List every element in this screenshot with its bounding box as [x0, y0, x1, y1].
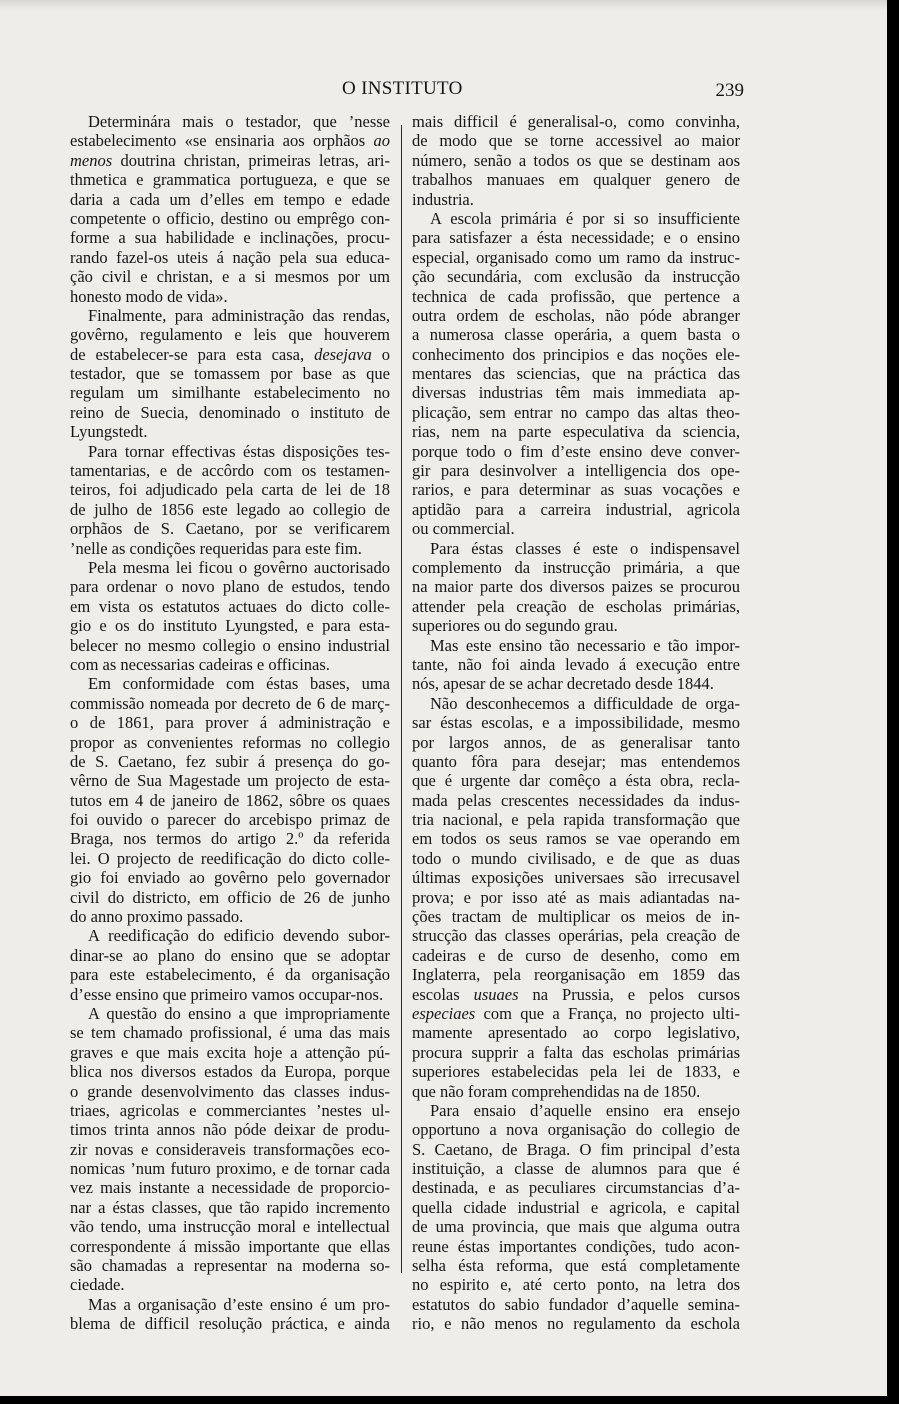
- text-run: conhecimento dos principios e das noções ele-: [412, 344, 740, 364]
- text-line: [70, 946, 390, 965]
- text-line: [412, 946, 740, 965]
- text-run: nomicas ’num futuro proximo, e de tornar cada: [70, 1159, 390, 1179]
- text-line: [412, 791, 740, 810]
- text-run: na maior parte dos diversos paizes se procurou: [412, 577, 740, 597]
- text-run: de S. Caetano, fez subir á presença do go-: [70, 751, 390, 771]
- text-line: [412, 151, 740, 170]
- text-line: [412, 985, 740, 1004]
- text-line: [412, 461, 740, 480]
- text-run: gir para desinvolver a intelligencia dos ope-: [412, 461, 740, 481]
- text-run: são chamadas a representar na moderna so-: [70, 1256, 390, 1276]
- text-run: em vista os estatutos actuaes do dicto colle-: [70, 596, 390, 616]
- text-line: [412, 325, 740, 344]
- text-line: [70, 1023, 390, 1042]
- text-run: diversas industrias têm mais immediata ap-: [412, 383, 740, 403]
- text-run: attender pela creação de escholas primárias,: [412, 596, 740, 616]
- text-line: [70, 694, 390, 713]
- text-run: rias, nem na parte especulativa da sciencia,: [412, 422, 740, 442]
- text-line: [70, 1314, 390, 1333]
- text-line: [70, 829, 390, 848]
- text-line: [412, 888, 740, 907]
- text-line: [412, 1120, 740, 1139]
- text-run: triaes, agricolas e commerciantes ’nestes ul-: [70, 1100, 390, 1120]
- text-line: [70, 364, 390, 383]
- text-run: timos trinta annos não póde deixar de produ-: [70, 1120, 390, 1140]
- text-line: [412, 480, 740, 499]
- italic-word: especiaes: [412, 1003, 476, 1023]
- text-line: [70, 519, 390, 538]
- text-run: selha ésta reforma, que está completamente: [412, 1256, 740, 1276]
- text-run: strucção das classes operárias, pela creação de: [412, 926, 740, 946]
- text-run: lei. O projecto de reedificação do dicto colle-: [70, 848, 390, 868]
- text-run: ciedade.: [70, 1275, 125, 1295]
- text-run: com que a França, no projecto ulti-: [475, 1003, 740, 1023]
- text-line: [412, 1217, 740, 1236]
- text-run: estatutos do sabio fundador d’aquelle semina-: [412, 1294, 740, 1314]
- text-run: mada pelas crescentes necessidades da indus-: [412, 790, 740, 810]
- text-run: rando fazel-os uteis á nação pela sua educa-: [70, 247, 390, 267]
- text-line: [70, 771, 390, 790]
- text-run: instituição, a classe de alumnos para que é: [412, 1159, 740, 1179]
- text-line: [412, 442, 740, 461]
- text-line: [70, 965, 390, 984]
- text-run: mais difficil é generalisal-o, como convinha,: [412, 112, 740, 131]
- running-header-title: O INSTITUTO: [342, 78, 463, 99]
- text-line: [412, 500, 740, 519]
- text-line: [70, 345, 390, 364]
- text-run: com as necessarias cadeiras e officinas.: [70, 654, 330, 674]
- scan-bottom-border: [0, 1396, 899, 1404]
- text-run: Determinára mais o testador, que ’nesse: [88, 112, 390, 131]
- text-line: [412, 170, 740, 189]
- text-line: [412, 1256, 740, 1275]
- text-run: complemento da instrucção primária, a que: [412, 557, 740, 577]
- text-line: [70, 151, 390, 170]
- text-line: [70, 403, 390, 422]
- text-line: [70, 228, 390, 247]
- text-run: blema de difficil resolução práctica, e ainda: [70, 1314, 390, 1334]
- text-run: todo o mundo civilisado, e de que as duas: [412, 848, 740, 868]
- italic-word: desejava: [314, 344, 372, 364]
- text-line: [412, 752, 740, 771]
- text-line: [412, 267, 740, 286]
- text-line: [412, 1314, 740, 1333]
- text-line: [412, 228, 740, 247]
- text-run: de julho de 1856 este legado ao collegio de: [70, 499, 390, 519]
- text-run: belecer no mesmo collegio o ensino industrial: [70, 635, 390, 655]
- text-line: [70, 422, 390, 441]
- text-line: [412, 248, 740, 267]
- text-line: [412, 926, 740, 945]
- text-line: [412, 1101, 740, 1120]
- text-line: [70, 267, 390, 286]
- text-run: por largos annos, de as generalisar tanto: [412, 732, 740, 752]
- text-line: [412, 1159, 740, 1178]
- text-line: [70, 849, 390, 868]
- text-run: rarios, e para determinar as suas vocações e: [412, 480, 740, 500]
- text-line: [70, 306, 390, 325]
- text-run: aptidão para a carreira industrial, agricola: [412, 499, 740, 519]
- text-run: zir novas e consideraveis transformações eco-: [70, 1139, 390, 1159]
- text-line: [70, 170, 390, 189]
- text-line: [412, 616, 740, 635]
- text-line: [412, 907, 740, 926]
- text-line: [70, 248, 390, 267]
- text-line: [412, 1295, 740, 1314]
- text-run: plicação, sem entrar no campo das altas theo-: [412, 402, 740, 422]
- text-line: [70, 810, 390, 829]
- text-run: de modo que se torne accessivel ao maior: [412, 131, 740, 151]
- text-run: honesto modo de vida».: [70, 286, 228, 306]
- text-line: [70, 1159, 390, 1178]
- text-line: [412, 577, 740, 596]
- text-run: ção secundária, com exclusão da instrucção: [412, 267, 740, 287]
- text-line: [70, 209, 390, 228]
- text-run: Mas este ensino tão necessario e tão impor-: [430, 635, 740, 655]
- text-line: [70, 558, 390, 577]
- left-text-column: [70, 112, 390, 1334]
- text-run: mamente apresentado ao corpo legislativo,: [412, 1023, 740, 1043]
- text-run: tria nacional, e pela rapida transformação que: [412, 810, 740, 830]
- text-line: [70, 577, 390, 596]
- text-run: opportuno a nova organisação do collegio de: [412, 1120, 740, 1140]
- text-run: rio, e não menos no regulamento da eschola: [412, 1314, 740, 1334]
- text-run: Braga, nos termos do artigo 2.º da referida: [70, 829, 390, 849]
- text-run: A escola primária é por si so insufficiente: [430, 208, 740, 228]
- text-line: [412, 636, 740, 655]
- text-line: [412, 965, 740, 984]
- text-line: [412, 1023, 740, 1042]
- text-line: [70, 907, 390, 926]
- text-line: [412, 539, 740, 558]
- text-line: [412, 209, 740, 228]
- text-line: [70, 112, 390, 131]
- text-line: [412, 383, 740, 402]
- text-run: Para éstas classes é este o indispensavel: [430, 538, 740, 558]
- text-line: [70, 616, 390, 635]
- text-line: [412, 558, 740, 577]
- text-line: [70, 287, 390, 306]
- text-line: [412, 112, 740, 131]
- text-line: [70, 791, 390, 810]
- text-run: para este estabelecimento, é da organisação: [70, 965, 390, 985]
- text-run: Em conformidade com éstas bases, uma: [88, 674, 390, 694]
- text-run: forme a sua habilidade e inclinações, procu-: [70, 228, 390, 248]
- text-line: [412, 868, 740, 887]
- text-run: nar a éstas classes, que tão rapido incremento: [70, 1197, 390, 1217]
- text-line: [70, 733, 390, 752]
- text-run: ou commercial.: [412, 519, 515, 539]
- text-run: porque todo o fim d’este ensino deve conver-: [412, 441, 740, 461]
- text-line: [70, 1198, 390, 1217]
- text-run: se tem chamado profissional, é uma das mais: [70, 1023, 390, 1043]
- text-run: reino de Suecia, denominado o instituto de: [70, 402, 390, 422]
- text-line: [412, 519, 740, 538]
- text-run: govêrno, regulamento e leis que houverem: [70, 325, 390, 345]
- text-line: [70, 636, 390, 655]
- text-run: ’nelle as condições requeridas para este fim.: [70, 538, 362, 558]
- text-run: Finalmente, para administração das rendas,: [88, 305, 390, 325]
- text-run: trabalhos manuaes em qualquer genero de: [412, 170, 740, 190]
- text-run: vez mais instante a necessidade de proporcio-: [70, 1178, 390, 1198]
- scan-right-border: [887, 0, 899, 1404]
- text-run: correspondente á missão importante que ellas: [70, 1236, 390, 1256]
- text-run: quanto fôra para desejar; mas entendemos: [412, 751, 740, 771]
- text-line: [70, 500, 390, 519]
- text-run: teiros, foi adjudicado pela carta de lei de 18: [70, 480, 390, 500]
- text-run: reune éstas importantes condições, tudo acon-: [412, 1236, 740, 1256]
- text-line: [70, 1062, 390, 1081]
- text-run: na Prussia, e pelos cursos: [518, 984, 740, 1004]
- text-line: [412, 364, 740, 383]
- text-run: S. Caetano, de Braga. O fim principal d’esta: [412, 1139, 740, 1159]
- text-run: escolas: [412, 984, 474, 1004]
- text-run: regulam um similhante estabelecimento no: [70, 383, 390, 403]
- text-run: Para tornar effectivas éstas disposições tes-: [88, 441, 390, 461]
- text-line: [412, 1062, 740, 1081]
- text-run: superiores ou do segundo grau.: [412, 616, 618, 636]
- text-line: [412, 733, 740, 752]
- text-run: graves e que mais excita hoje a attenção pú-: [70, 1042, 390, 1062]
- text-run: orphãos de S. Caetano, por se verificarem: [70, 519, 390, 539]
- text-run: d’esse ensino que primeiro vamos occupar-nos.: [70, 984, 384, 1004]
- text-line: [70, 480, 390, 499]
- text-line: [70, 1120, 390, 1139]
- text-line: [412, 829, 740, 848]
- text-run: A reedificação do edificio devendo subor-: [88, 926, 390, 946]
- text-line: [70, 461, 390, 480]
- text-run: ção civil e christan, e a si mesmos por um: [70, 267, 390, 287]
- text-run: procura supprir a falta das escholas primárias: [412, 1042, 740, 1062]
- text-run: do anno proximo passado.: [70, 907, 244, 927]
- text-line: [412, 771, 740, 790]
- text-line: [412, 422, 740, 441]
- text-line: [70, 1256, 390, 1275]
- text-run: Lyungstedt.: [70, 422, 148, 442]
- text-run: que é urgente dar comêço a ésta obra, recla-: [412, 771, 740, 791]
- text-line: [412, 849, 740, 868]
- text-run: competente o officio, destino ou emprêgo con-: [70, 208, 390, 228]
- text-run: o grande desenvolvimento das classes indus-: [70, 1081, 390, 1101]
- text-run: destinada, e as peculiares circumstancias d’a-: [412, 1178, 740, 1198]
- text-line: [70, 1237, 390, 1256]
- text-line: [412, 403, 740, 422]
- text-run: gio foi enviado ao govêrno pelo governador: [70, 868, 390, 888]
- text-run: testador, que se tomassem por base as que: [70, 364, 390, 384]
- text-run: industria.: [412, 189, 474, 209]
- text-line: [70, 1140, 390, 1159]
- text-run: tutos em 4 de janeiro de 1862, sôbre os quaes: [70, 790, 390, 810]
- text-run: daria a cada um d’elles em tempo e edade: [70, 189, 390, 209]
- text-line: [412, 1198, 740, 1217]
- text-line: [70, 1275, 390, 1294]
- text-line: [412, 306, 740, 325]
- text-line: [412, 1043, 740, 1062]
- text-line: [70, 926, 390, 945]
- text-run: estabelecimento «se ensinaria aos orphãos: [70, 131, 374, 151]
- text-run: commissão nomeada por decreto de 6 de març-: [70, 693, 390, 713]
- text-run: de uma provincia, que mais que alguma outra: [412, 1217, 740, 1237]
- text-run: outra ordem de escholas, não póde abranger: [412, 305, 740, 325]
- text-run: Mas a organisação d’este ensino é um pro-: [88, 1294, 390, 1314]
- text-line: [412, 810, 740, 829]
- text-run: Para ensaio d’aquelle ensino era ensejo: [430, 1100, 740, 1120]
- text-run: para ordenar o novo plano de estudos, tendo: [70, 577, 390, 597]
- text-line: [70, 752, 390, 771]
- text-line: [70, 1217, 390, 1236]
- text-line: [70, 868, 390, 887]
- text-line: [412, 1237, 740, 1256]
- text-run: vêrno de Sua Magestade um projecto de esta-: [70, 771, 390, 791]
- text-run: foi ouvido o parecer do arcebispo primaz de: [70, 810, 390, 830]
- text-run: de estabelecer-se para esta casa,: [70, 344, 315, 364]
- text-run: propor as convenientes reformas no collegio: [70, 732, 390, 752]
- text-line: [70, 888, 390, 907]
- text-line: [70, 713, 390, 732]
- text-run: Não desconhecemos a difficuldade de orga-: [430, 693, 740, 713]
- text-line: [70, 131, 390, 150]
- text-line: [412, 694, 740, 713]
- text-run: vão tendo, uma instrucção moral e intellectual: [70, 1217, 390, 1237]
- text-run: gio e os do instituto Lyungsted, e para esta-: [70, 616, 390, 636]
- text-run: o de 1861, para prover á administração e: [70, 713, 390, 733]
- text-run: que não foram comprehendidas na de 1850.: [412, 1081, 701, 1101]
- text-run: tante, não foi ainda levado á execução entre: [412, 654, 740, 674]
- right-text-column: [412, 112, 740, 1334]
- text-line: [70, 383, 390, 402]
- text-line: [70, 442, 390, 461]
- text-line: [412, 1082, 740, 1101]
- text-line: [412, 287, 740, 306]
- text-line: [412, 713, 740, 732]
- text-run: doutrina christan, primeiras letras, ari-: [112, 150, 390, 170]
- text-line: [70, 1101, 390, 1120]
- text-run: technica de cada profissão, que pertence a: [412, 286, 740, 306]
- italic-word: ao: [373, 131, 390, 151]
- text-run: tamentarias, e de accôrdo com os testamen-: [70, 461, 390, 481]
- text-line: [412, 655, 740, 674]
- text-run: mentares das sciencias, que na práctica das: [412, 364, 740, 384]
- text-run: A questão do ensino a que impropriamente: [88, 1003, 390, 1023]
- text-run: dinar-se ao plano do ensino que se adoptar: [70, 945, 390, 965]
- text-run: em todos os seus ramos se vae operando em: [412, 829, 740, 849]
- text-run: Pela mesma lei ficou o govêrno auctorisado: [88, 557, 390, 577]
- text-line: [70, 597, 390, 616]
- text-run: número, senão a todos os que se destinam aos: [412, 150, 740, 170]
- italic-word: usuaes: [473, 984, 519, 1004]
- text-line: [70, 985, 390, 1004]
- text-line: [70, 1043, 390, 1062]
- text-run: para satisfazer a ésta necessidade; e o ensino: [412, 228, 740, 248]
- text-line: [70, 1082, 390, 1101]
- text-run: thmetica e grammatica portugueza, e que se: [70, 170, 390, 190]
- text-run: civil do districto, em officio de 26 de junho: [70, 887, 390, 907]
- text-run: no espirito e, até certo ponto, na letra dos: [412, 1275, 740, 1295]
- text-line: [70, 190, 390, 209]
- text-line: [70, 655, 390, 674]
- text-run: ções tractam de multiplicar os meios de in-: [412, 907, 740, 927]
- text-run: especial, organisado como um ramo da instruc-: [412, 247, 740, 267]
- text-line: [412, 1140, 740, 1159]
- text-line: [412, 674, 740, 693]
- text-run: Inglaterra, pela reorganisação em 1859 das: [412, 965, 740, 985]
- column-divider-rule: [401, 125, 402, 1273]
- text-line: [412, 1004, 740, 1023]
- text-line: [70, 1178, 390, 1197]
- text-line: [70, 325, 390, 344]
- text-line: [412, 345, 740, 364]
- text-run: cadeiras e de curso de desenho, como em: [412, 945, 740, 965]
- text-line: [70, 1004, 390, 1023]
- text-run: o: [371, 344, 390, 364]
- italic-word: menos: [70, 150, 113, 170]
- text-run: nós, apesar de se achar decretado desde 1844.: [412, 674, 714, 694]
- text-line: [70, 1295, 390, 1314]
- scan-top-edge: [0, 0, 887, 10]
- text-run: sar éstas escolas, e a impossibilidade, mesmo: [412, 713, 740, 733]
- text-run: superiores estabelecidas pela lei de 1833, e: [412, 1062, 740, 1082]
- text-run: prova; e por isso até as mais adiantadas na-: [412, 887, 740, 907]
- text-line: [412, 597, 740, 616]
- text-line: [70, 539, 390, 558]
- text-run: quella cidade industrial e agricola, e capital: [412, 1197, 740, 1217]
- text-line: [412, 1178, 740, 1197]
- text-line: [70, 674, 390, 693]
- text-line: [412, 131, 740, 150]
- text-run: a numerosa classe operária, a quem basta o: [412, 325, 740, 345]
- page-number: 239: [715, 80, 744, 101]
- text-run: últimas exposições universaes são irrecusavel: [412, 868, 740, 888]
- text-line: [412, 190, 740, 209]
- text-run: blica nos diversos estados da Europa, porque: [70, 1062, 390, 1082]
- text-line: [412, 1275, 740, 1294]
